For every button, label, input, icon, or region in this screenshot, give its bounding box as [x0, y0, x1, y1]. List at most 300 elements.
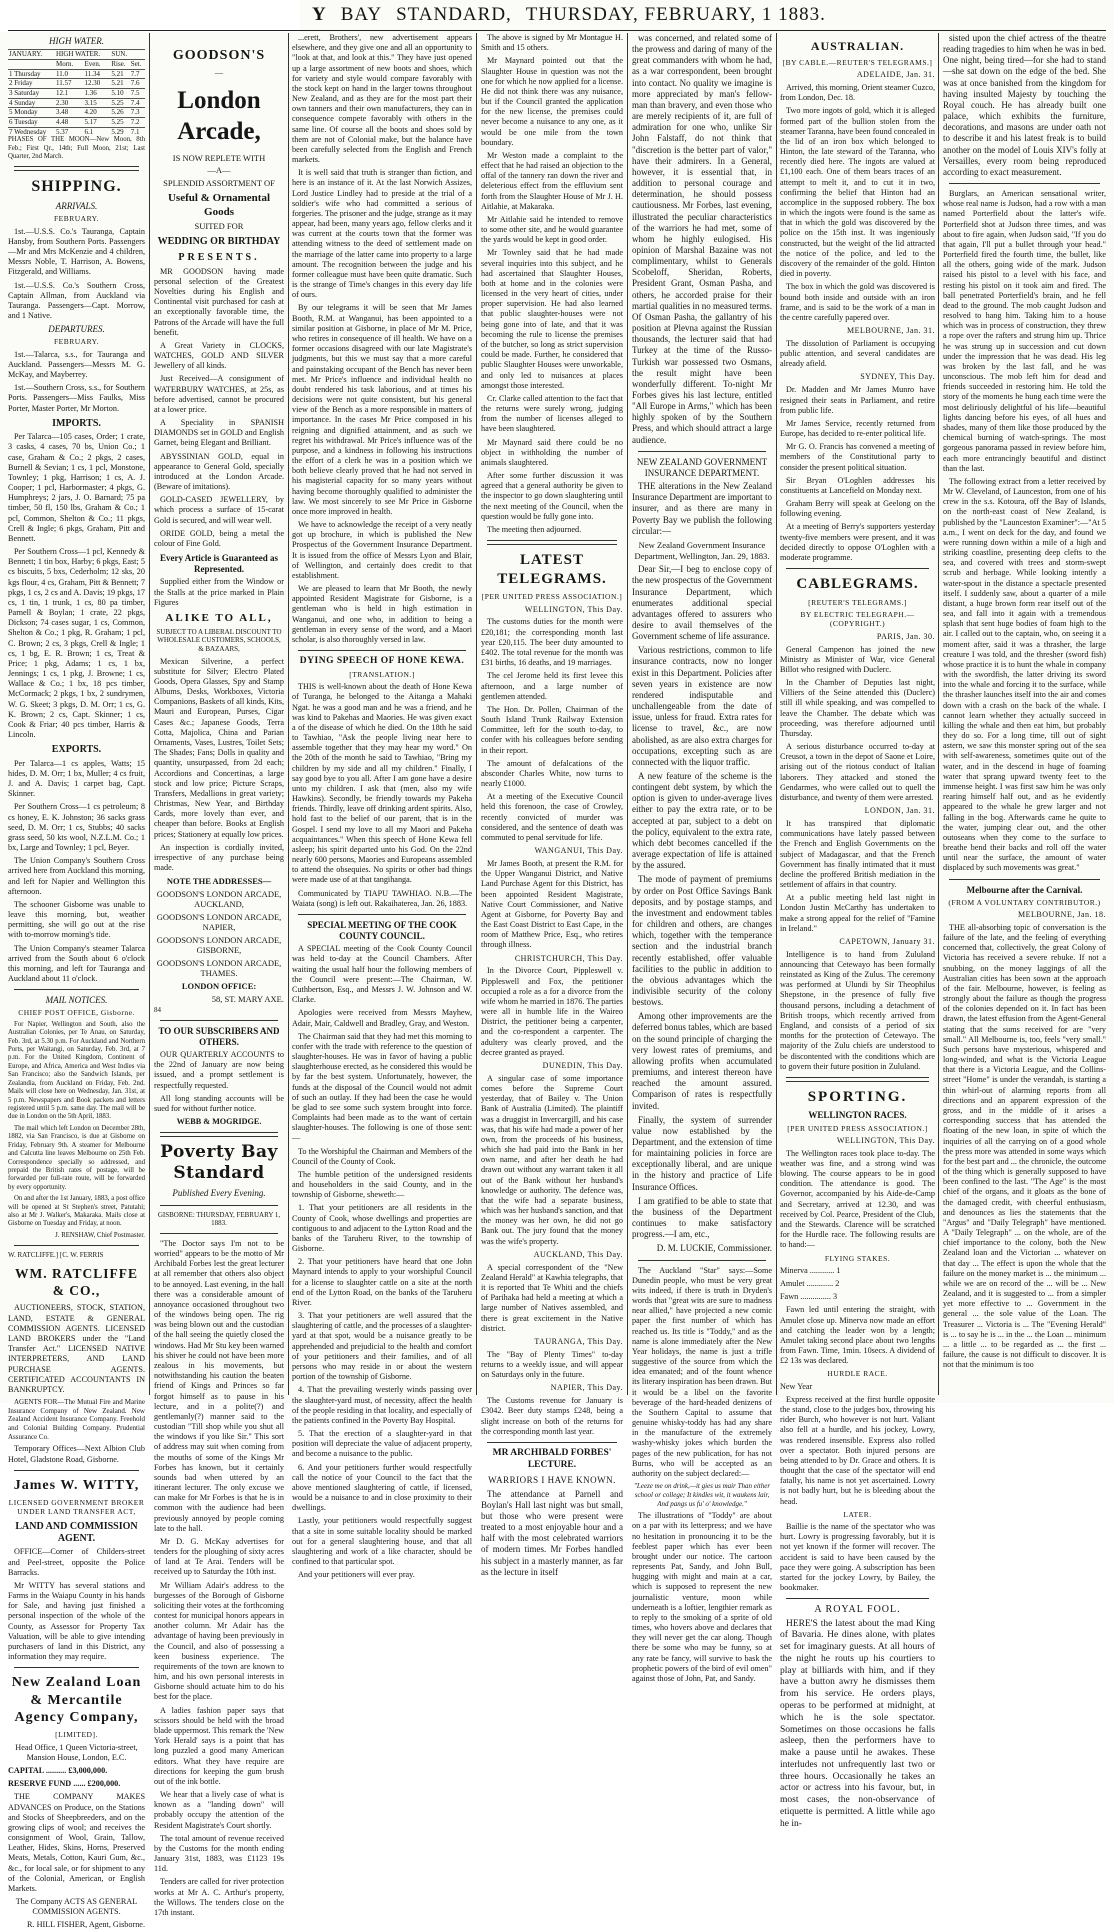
races-subtitle: [PER UNITED PRESS ASSOCIATION.]	[787, 1123, 928, 1133]
dateline: WELLINGTON, This Day.	[836, 1135, 935, 1145]
gov-insurance-letter: Dear Sir,—I beg to enclose copy of the new prospectus of the Government Insurance Department, which enumerates additional special advantages offered to assurers who desire to avail themselves of the Government scheme of life assurance.	[632, 564, 772, 642]
witty-line: LAND AND COMMISSION AGENT.	[15, 1520, 138, 1545]
table-row	[8, 88, 145, 98]
races-paragraph: Express received at the first hurdle opposite the stand, close to the judges box, throwing his rider Burch, who however is not hurt. Valiant also fell at a hurdle, and his jockey, Lowry, was rendered insensible. Express also rolled over a spectator. Both injured persons are being attended to by Dr. Grace and others. It is thought that the case of the spectator will end fatally, his name is not yet ascertained. Lowry is not badly hurt, but he is bleeding about the head.	[780, 1394, 935, 1506]
race-result: Minerva ............ 1	[780, 1265, 841, 1275]
cable-paragraph: Graham Berry will speak at Geelong on the following evening.	[780, 499, 935, 519]
telegram-paragraph: The cel Jerome held its first levee this afternoon, and a large number of gentlemen attended.	[481, 671, 623, 701]
article-paragraph: The meeting then adjourned.	[487, 524, 582, 534]
table-cell: 11.57	[55, 79, 84, 89]
divider	[298, 914, 466, 915]
divider	[949, 879, 1100, 880]
gov-insurance-body: THE alterations in the New Zealand Insurance Department are important to insurer, and as there are many in Poverty Bay we publish the following circular:—	[632, 481, 772, 536]
flying-stakes-title: FLYING STAKES.	[824, 1253, 891, 1263]
australian-title: AUSTRALIAN.	[810, 39, 905, 53]
top-rule	[8, 30, 1106, 31]
article-paragraph: sisted upon the chief actress of the theatre reading tragedies to him when he was in bed. One night, being tired—for she had to stand—she sat down on the edge of the bed. She was at once banished from the kingdom for having insulted Majesty by touching the Royal couch. He has already built one palace, which exhibits the furniture, decorations, and masons are under oath not to describe it and his latest freak is to build another on the model of Louis XIV's folly at Versailles, every room being reproduced according to exact measurement.	[943, 33, 1106, 177]
departures-month: FEBRUARY.	[53, 337, 99, 347]
torn-corner	[0, 0, 300, 32]
leader-paragraph: "The Doctor says I'm not to be worried" appears to be the motto of Mr Archibald Forbes lest the great lecturer at all remember that others also object to be annoyed. Last evening, in the hall there was a considerable amount of annoyance occasioned throughout two of the windows being open. The rig was being blown out and the custodian of the hall seeing the quietly closed the windows. Had Mr Stu key been warned his shiver he could not have been more zealous in his movements, but notwithstanding his caution the beaten friend of Kings and Princes so far forgot himself as to pause in his lecture, and in a polite(?) and gentlemanly(?) manner said to the custodian "Till shop while you shut all the windows if you like Sir." This sort of address may suit when coming from the mouths of some of the Kings Mr Forbes has known, but it certainly sounds bad when uttered by an itinerant lecturer. The only excuse we can make for Mr Forbes is that he is in common with the audience had been previously annoyed by people coming late to the hall.	[154, 1238, 284, 1533]
arcade-supplied: Supplied either from the Window or the Stalls at the price marked in Plain Figures	[154, 577, 284, 607]
departure-entry: 1st.—Talarca, s.s., for Tauranga and Auckland. Passengers—Messrs M. G. McKay, and Mayberrey.	[8, 349, 145, 380]
column-5	[632, 33, 772, 1683]
subscribers-body: OUR QUARTERLY ACCOUNTS to the 22nd of January are now being issued, and a prompt settlement is respectfully requested.	[154, 1050, 284, 1090]
later-title: LATER.	[843, 1509, 872, 1519]
article-paragraph: ...erett, Brothers', new advertisement appears elsewhere, and they give one and all an opportunity to "look at that, and look at this." They have just opened up a large assortment of new boots and shoes, which for variety and style would compare favorably with the stock kept on hand in the larger towns throughout New Zealand, and as they are for the most part their own tanners and their own manufacturers, they can in consequence compete favorably with others in the same line. Of course all the boots and shoes sold by them are not of Colonial make, but the balance have been carefully selected from the English and French markets.	[292, 33, 472, 165]
dateline: ADELAIDE, Jan. 31.	[856, 70, 935, 80]
ratcliffe-title: WM. RATCLIFFE & CO.,	[15, 1266, 138, 1298]
table-cell: 3 Saturday	[8, 88, 55, 98]
arrival-entry: 1st.—U.S.S. Co.'s Tauranga, Captain Hansby, from Southern Ports. Passengers—Mr and Mrs McKenzie and 4 children, Messrs Noble, T. Harrison, A. Bowens, Fitzgerald, and Williams.	[8, 226, 145, 277]
masthead-standard: STANDARD,	[396, 4, 512, 25]
column-2	[154, 33, 284, 1917]
witty-body: Mr WITTY has several stations and Farms in the Waiapu County in his hands for Sale, and having just finished a personal inspection of the whole of the County, as Assessor for Property Tax Valuation, will be able to give intending purchasers of land in this District, any information they may require.	[8, 1580, 145, 1662]
table-row	[8, 50, 145, 60]
article-paragraph: Mr Aitlahie said he intended to remove to some other site, and he would guarantee the yards would be kept in good order.	[481, 214, 623, 245]
table-row	[8, 117, 145, 127]
mail-text: On and after the 1st January, 1883, a post office will be opened at St Stephen's street, Patutahi; also at Mr J. Walker's, Makaraka. Mails close at Gisborne on Tuesday and Friday, at noon.	[8, 1195, 145, 1228]
arcade-item: A Speciality in SPANISH DIAMONDS set in GOLD and English Garnet, being Elegant and Brilliant.	[154, 418, 284, 448]
forbes-lecture-subtitle: WARRIORS I HAVE KNOWN.	[488, 1475, 616, 1486]
gov-insurance-letter: Among other improvements are the deferred bonus tables, which are based on the sound principle of charging the very lowest rates of premiums, and allowing profits when accumulated premiums, and interest thereon have reached the amount assured. Comparison of rates is respectfully invited.	[632, 1011, 772, 1111]
arcade-address: GOODSON'S LONDON ARCADE, AUCKLAND,	[156, 888, 282, 910]
table-cell: 12.30	[84, 79, 111, 89]
hone-kewa-subtitle: [TRANSLATION.]	[349, 669, 415, 679]
carnival-title: Melbourne after the Carnival.	[966, 884, 1083, 895]
cook-council-paragraph: The Chairman said that they had met this morning to confer with the trade with reference to the question of slaughter-houses. He was in favor of having a public slaughterhouse erected, as he considered this would be by far the best system. Unfortunately, however, the funds at the disposal of the Council would not admit of such an outlay. If they had been the case he would be glad to see some such system brought into force. Complaints had been made as to the want of certain slaughter-houses. The following is one of those sent:—	[292, 1031, 472, 1143]
table-cell: 4.20	[84, 108, 111, 118]
mail-text: The mail which left London on December 28th, 1882, via San Francisco, is due at Gisborne on Friday, February 9th. A steamer for Melbourne and Calcutta line leaves Melbourne on 25th Feb. Correspondence specially so addressed, and prepaid the British rates of postage, will be forwarded per full-rate route, will be forwarded by every opportunity.	[8, 1124, 145, 1191]
divider	[14, 989, 139, 990]
dateline: GISBORNE: THURSDAY, FEBRUARY 1, 1883.	[157, 1210, 281, 1228]
table-header: SUN.	[110, 50, 145, 60]
cook-council-paragraph: 2. That your petitioners have heard that one John Maynard intends to apply to your worshipful Council for a license to slaughter cattle on a site at the north end of the Lytton Road, on the banks of the Taruheru River.	[292, 1257, 472, 1307]
cook-council-paragraph: The humble petition of the undersigned residents and householders in the said County, and in the township of Gisborne, sheweth:—	[292, 1169, 472, 1200]
column-rule	[627, 33, 628, 1395]
article-paragraph: After some further discussion it was agreed that a general authority be given to the inspector to go down slaughtering until the next meeting of the Council, when the question would be fully gone into.	[481, 471, 623, 521]
imports-text: Per Southern Cross—1 pcl, Kennedy & Bennett; 1 tin box, Harby; 6 pkgs, East; 5 cs biscuits, 5 bxs, Cederholm; 12 sks, 20 kgs flour, 4 cs, Graham, Pitt & Bennett; 7 pkgs, 1 cs, 2 cs and A. Davis; 19 pkgs, 17 cs, 1 tin, 1 trunk, 1 cs, 80 pa timber, Parnell & Boylan; 1 crate, 22 pkgs, Dickson; 74 cases sugar, 1 cs, Common, Shelton & Co.; 1 pkg, R. Graham; 1 pcl, C. Brown; 2 cs, 3 pkgs, Crell & Ingle; 1 cs, 1 bg, E. R. Brown; 1 cs, Treat & Price; 1 pkg, Adams; 1 cs, 1 bx, Jennings; 1 cs, 1 pkg, J. Browne; 1 cs, Wallace & Co.; 1 bx, 18 pcs timber, McCormack; 2 pkgs, 1 bx, 2 sundrymen, W. G. Skeet; 3 pkgs, D. M. Orr; 1 cs, G. K. Brown; 2 cs, Capt. Skinner; 1 cs, Cook & Friar; 40 pcs timber, Harris & Lincoln.	[8, 547, 145, 740]
leader-paragraph: We hear that a lively case of what is known as a "landing down" will probably occupy the attention of the Resident Magistrate's Court shortly.	[154, 1790, 284, 1830]
cable-paragraph: At a public meeting held last night in London Justin McCarthy has undertaken to make a strong appeal for the relief of "Famine in Ireland."	[780, 893, 935, 933]
article-paragraph: Mr Townley said that he had made several inquiries into this subject, and he had ascertained that Slaughter Houses, both at home and in the colonies were licensed in the very heart of cities, under proper supervision. He had also learned that public slaughter-houses were not being gone into of late, and that it was becoming the rule to license the premises of the butcher, so long as strict supervision could be made. Further, he considered that public Slaughter Houses were unworkable, and only led to nuisances at places amongst those interested.	[481, 248, 623, 390]
leader-paragraph: The total amount of revenue received by the Customs for the month ending January 31st, 1883, was £1123 19s 11d.	[154, 1833, 284, 1874]
leader-paragraph: Tenders are called for river protection works at Mr A. C. Arthur's property, the Willows. The tenders close on the 17th instant.	[154, 1877, 284, 1917]
arcade-intro: MR GOODSON having made personal selection of the Greatest Novelties during his English and Continental visit purchased for cash at an exceptionally favorable time, the Patrons of the Arcade will have the full benefit.	[154, 266, 284, 337]
table-header: Set.	[130, 59, 145, 69]
arcade-item: GOLD-CASED JEWELLERY, by which process a surface of 15-carat Gold is secured, and will wear well.	[154, 495, 284, 525]
table-cell: 7.2	[130, 117, 145, 127]
dateline: AUCKLAND, This Day.	[533, 1249, 623, 1259]
hurdle-title: HURDLE RACE.	[827, 1369, 888, 1379]
races-paragraph: Fawn led until entering the straight, with Amulet close up. Minerva now made an effort and catching the leader won by a length; Amulet taking second place about two lengths from Fawn. Time, 1min. 10secs. A dividend of £2 13s was declared.	[780, 1305, 935, 1366]
shipping-note: The Union Company's steamer Talarca arrived from the South about 6 o'clock this morning, and left for Tauranga and Auckland about 11 o'clock.	[8, 943, 145, 984]
table-cell: 1 Thursday	[8, 69, 55, 79]
cable-paragraph: In the Chamber of Deputies last night, Villiers of the Seine attended this (Duclerc) still ill while speaking, and was compelled to leave the Chamber. The debate which was proceeding, was therefore adjourned until Thursday.	[780, 678, 935, 738]
gov-insurance-letter: A new feature of the scheme is the contingent debt system, by which the option is given to under-average lives either to pay the extra rate, or to be accepted at par, subject to a debt on the policy, equivalent to the extra rate, which debt becomes cancelled if the average expectation of life is attained by the assured.	[632, 771, 772, 871]
telegram-paragraph: The customs duties for the month were £20,181; the corresponding month last year £20,115. The beer duty amounted to £402. The total revenue for the month was £31 births, 16 deaths, and 19 marriages.	[481, 617, 623, 668]
table-cell: 5.17	[84, 117, 111, 127]
races-paragraph: Baillie is the name of the spectator who was hurt. Lowry is progressing favorably, but it is not yet known if the former will recover. The accident is said to have been caused by the pace they were going. A subscription has been started for the jockey Lowry, by Bailey, the bookmaker.	[780, 1522, 935, 1593]
london-office-label: LONDON OFFICE:	[181, 981, 257, 992]
divider	[487, 540, 617, 545]
latest-telegrams-title: LATEST TELEGRAMS.	[497, 552, 607, 587]
tide-title: HIGH WATER.	[48, 36, 105, 46]
telegram-paragraph: The Customs revenue for January is £3042. Beer duty stamps £248, being a slight increase on both of the returns for the corresponding month last year.	[481, 1396, 623, 1436]
table-cell: 4.48	[55, 117, 84, 127]
divider	[160, 1132, 278, 1137]
ratcliffe-names: W. RATCLIFFE.] [C. W. FERRIS	[8, 1251, 104, 1260]
dateline: WANGANUI, This Day.	[534, 846, 623, 856]
cook-council-paragraph: 4. That the prevailing westerly winds passing over the slaughter-yard must, of necessity, affect the health of the people residing in that locality, and especially of the patients confined in the Poverty Bay Hospital.	[292, 1385, 472, 1425]
shipping-note: The Union Company's Southern Cross arrived here from Auckland this morning, and left for Napier and Wellington this afternoon.	[8, 856, 145, 896]
divider	[487, 1442, 617, 1443]
divider	[786, 568, 929, 569]
column-4	[481, 33, 623, 1577]
telegram-paragraph: The amount of defalcations of the absconder Charles White, now turns to nearly £1000.	[481, 758, 623, 789]
ad-number: 84	[154, 1006, 161, 1015]
moon-phases: PHASES OF THE MOON—New Moon, 8th Feb.; First Qr., 14th; Full Moon, 21st; Last Quarter, 2nd March.	[8, 136, 145, 161]
arcade-item: A Great Variety in CLOCKS, WATCHES, GOLD AND SILVER Jewellery of all kinds.	[154, 340, 284, 371]
table-cell: 7 Wednesday	[8, 127, 55, 136]
arcade-suited: SUITED FOR	[194, 221, 244, 232]
cablegrams-title: CABLEGRAMS.	[796, 576, 919, 593]
imports-title: IMPORTS.	[52, 417, 101, 429]
table-header	[8, 59, 55, 69]
cable-paragraph: A serious disturbance occurred to-day at Creusot, a town in the depot of Saone et Loire, arising out of the riotous conduct of Italian laborers. They attacked and stoned the Gendarmes, who were called out to quell the disturbance, and twenty of them were arrested.	[780, 742, 935, 802]
table-cell: 5.25	[110, 117, 129, 127]
article-paragraph: Burglars, an American sensational writer, whose real name is Judson, had a row with a man named Porterfield about the latter's wife. Porterfield shot at Judson three times, and was about to fire again, when Judson said, "If you do that again, I'll put a bullet through your head." Porterfield fired the fourth time, the bullet, like all the others, going wide of the mark. Judson raised his pistol to a level with his face, and resting his pistol on it took aim and fired. The ball penetrated Porterfield's brain, and he fell dead to the ground. The mob caught Judson and resolved to hang him. Taking him to a house which was in process of construction, they threw a rope over the rafters and strung him up. Thrice he was strung up in succession and cut down under the impression that he was dead. His leg was broken by the last fall, and he was unconscious. The mob left him for dead and friends succeeded in restoring him. He told the story of the moments he hung each time were the most deliriously delightful of his life—beautiful lights dancing before his eyes, of all hues and shades, many of them like those produced by the chemical burning of watch-springs. The most gorgeous panorama passed in review before him, each more entrancingly beautiful and distinct than the last.	[943, 189, 1106, 473]
cable-paragraph: The dissolution of Parliament is occupying public attention, and several candidates are already afield.	[780, 338, 935, 369]
cook-council-paragraph: Apologies were received from Messrs Mayhew, Adair, Mair, Caldwell and Bradley, Gray, and Weston.	[292, 1008, 472, 1028]
cook-council-paragraph: To the Worshipful the Chairman and Members of the Council of the County of Cook.	[292, 1146, 472, 1166]
cook-council-paragraph: 3. That your petitioners are well assured that the slaughtering of cattle, and the processes of a slaughter-yard at that spot, would be a nuisance greatly to be apprehended and prejudicial to the health and comfort of your petitioners and their families, and of all persons who may reside in or about the western portion of the township of Gisborne.	[292, 1311, 472, 1382]
masthead-date: THURSDAY, FEBRUARY, 1 1883.	[525, 4, 826, 25]
race-result: Fawn ............... 3	[780, 1292, 838, 1302]
divider	[160, 1233, 278, 1234]
table-cell: 3.48	[55, 108, 84, 118]
table-cell: 11.0	[55, 69, 84, 79]
table-cell: 5.21	[110, 79, 129, 89]
nzloan-agent-line: The Company ACTS AS GENERAL COMMISSION AGENTS.	[15, 1897, 138, 1917]
nzloan-reserve: RESERVE FUND ...... £200,000.	[8, 1779, 121, 1789]
arcade-address: GOODSON'S LONDON ARCADE, GISBORNE,	[156, 934, 282, 956]
exports-title: EXPORTS.	[51, 744, 102, 756]
divider	[14, 166, 139, 171]
dateline: MELBOURNE, Jan. 18.	[1018, 910, 1106, 919]
table-row	[8, 98, 145, 108]
hone-kewa-body: THIS is well-known about the death of Hone Kewa of Turanga, he belonged to the Aitanga a Mahaki Ngat. he was a good man and he was a friend, and he was kind to Pakehas and Maories. He was given exact a of the disease of which he died. On the 18th he said to Tawhiao, "Ask the people living near here to assemble together that they may hear my word." On the 20th of the month he said to Tawhiao, "Bring my children by my side and all my children." Finally, I say good bye to you all. After I am gone have a desire unto my children. I ask that (men, also my wife Hawkins). Secondly, be friendly towards my Pakeha friends. Thirdly, leave off drinking ardent spirits. Also, hold fast to the belief of our parent, that is in the Gospel. I send my love to all my Maori and Pakeha acquaintances." When this speech of Hone Kewa fell asleep; his spirit departed unto his God. On the 22nd nearly 600 persons, Maories and Europeans assembled to attend the obsequies. No spirits or other bad things were made use of at that tangihanga.	[292, 682, 472, 885]
arcade-guarantee: Every Article is Guaranteed as Represented.	[160, 553, 278, 575]
dateline: MELBOURNE, Jan. 31.	[847, 326, 935, 336]
table-cell: 6 Tuesday	[8, 117, 55, 127]
cablegrams-subtitle: BY ELECTRIC TELEGRAPH.—(COPYRIGHT.)	[800, 610, 915, 629]
article-paragraph: We are pleased to learn that Mr Booth, the newly appointed Resident Magistrate for Gisborne, is a gentleman who is held in high estimation in Wanganui, and one who, in addition to being a gentleman in every sense of the word, and a Maori scholar, is also thoroughly versed in law.	[292, 584, 472, 644]
dateline: NAPIER, This Day.	[550, 1383, 623, 1393]
column-rule	[938, 33, 939, 1395]
gov-insurance-letter: Various restrictions, common to life insurance contracts, now no longer exist in this Department. Policies after seven years in existence are now rendered indisputable and unchallengeable from the date of issue, unless for fraud. Extra rates for license to travel, &c., are now abolished, as are also extra charges for occupations, excepting such as are connected with the liquor traffic.	[632, 645, 772, 767]
telegram-paragraph: A special correspondent of the "New Zealand Herald" at Kawhia telegraphs, that it is reported that Te Whiti and the chiefs of Parihaka had held a meeting at which a large number of Natives assembled, and there is great excitement in the Native district.	[481, 1262, 623, 1333]
exports-text: Per Talarca—1 cs apples, Watts; 15 hides, D. M. Orr; 1 bx, Muller; 4 cs fruit, J. and A. Davis; 1 carpet bag, Capt. Skinner.	[8, 758, 145, 799]
telegram-paragraph: In the Divorce Court, Pippleswell v. Pippleswell and Fox, the petitioner occupied a role as a for a divorce from the wife whom he married in 1876. The parties were all in humble life in the Waireo District, the petitioner being a carpenter, and the co-respondent a carpenter. The adultery was clearly proved, and the decree granted as prayed.	[481, 966, 623, 1057]
table-cell: 5.29	[110, 127, 129, 136]
latest-telegrams-subtitle: [PER UNITED PRESS ASSOCIATION.]	[481, 592, 623, 602]
arcade-subject: SUBJECT TO A LIBERAL DISCOUNT TO WHOLESALE CUSTOMERS, SCHOOLS, & BAZAARS,	[156, 627, 282, 653]
telegram-paragraph: Mr James Booth, at present the R.M. for the Upper Wanganui District, and Native Land Purchase Agent for this District, has been appointed Resident Magistrate, Native Court Commissioner, and Native Agent at Gisborne, for Poverty Bay and the East Coast District to East Cape, in the room of Matthew Price, Esq., who retires through illness.	[481, 858, 623, 950]
arcade-splendid: SPLENDID ASSORTMENT OF	[163, 177, 275, 188]
dateline: CHRISTCHURCH, This Day.	[514, 953, 623, 963]
table-row	[8, 127, 145, 136]
carnival-body: THE all-absorbing topic of conversation is the failure of the late, and the feeling of everything concerned that, collectively, the great Colony of Victoria has received a severe rebuke. If not a snubbing, on the money laggings of all the Australian cities has been sown at the approach of the fair. Melbourne, however, is feeling as strongly about the failure as though the progress of the colonies depended on it. In fact has been drawn, the latest effusion from the Agent-General stating that the sums received for are "very small." All Melbourne is, too, feels "very small." Such persons have mysterious, whispered and long-winded, and what is the Victoria League that there is a Victoria League, and the Collins-street "Home" is under the verandah, is starting a thin whirl-out of alarming reports from all directions and an apparent expression of the gross, and in the middle of it arises a corresponding success that has attended the floating of the new loan, in spite of which the inquiries of all the carrying on of a good whole the press more was attended in some ways which for the best part and ... the chronicle, the outcome of the thing which is generally supposed to have been confined to the last. "The Age" is the most chief of the organs, and it gloats as the bone of the damaged credit, with cheerful enthusiasm, and denounces as lies the statements that the "Argus" and "Daily Telegraph" have mentioned. A "Daily Telegraph" ... on the whole, are of the chief importance to the colony, both the New Zealand loan and the Victorian ... whatever on that day ... The effect is upon the whole that the failure on the money market is ... the minimum ... while we are on record of the ... will be ... New Zealand, and it is suggested to ... from a simpler yet more effective to ... Government in the general ... the sole value of the Loan. The Treasurer ... Victoria is ... The "Evening Herald" is ... to say he is ... in the ... the Loan ... minimum ... a little ... to be regarded as ... the first ... failure, the cause is not difficult to discover. It is not that the minimum is too	[943, 922, 1106, 1370]
postmaster-sign: J. RENSHAW, Chief Postmaster.	[55, 1231, 145, 1239]
masthead-fragment: Y	[312, 4, 327, 25]
article-paragraph: It is well said that truth is stranger than fiction, and here is an instance of it. At the last Norwich Assizes, Lord Justice Lindley had to preside at the trial of a soldier's wife who had committed a serious of forgeries. The prisoner and the judge, strange as it may appear, had been, many years ago, fellow clerks and it was current at the courts town that the former was attending witness to the deed of settlement made on the marriage of the latter came into property to a large amount. The recognition between the judge and his former colleague must have been quite dramatic. Such is the strange of Time's changes in this every day life of ours.	[292, 168, 472, 300]
toddy-paragraph: The Auckland "Star" says:—Some Dunedin people, who must be very great wits indeed, if there is truth in Dryden's words that "great wits are sure to madness near allied," have projected a new comic paper the first number of which has reached us. Its title is "Toddy," and as the name is alone immediately after the New Year holidays, the name is just a trifle suggestive of the source from which the idea emanated; and of the fount whence its literary inspiration has been drawn. But it would be a libel on the favorite beverage of the hard-headed denizens of the Southern Capital to assume that genuine whisky-toddy has had any share in the manufacture of the extremely washy-whisky jokes which burden the pages of the new publication, for has not Burns, who will be accepted as an authority on the subject declared:—	[632, 1265, 772, 1478]
leader-paragraph: A ladies fashion paper says that scissors should be held with the broad blade uppermost. This remark the 'New York Herald' says is a point that has long puzzled a good many American editors. What they have require are directions for keeping the gum brush out of the ink bottle.	[154, 1705, 284, 1786]
table-cell: 7.6	[130, 79, 145, 89]
witty-subtitle: LICENSED GOVERNMENT BROKER UNDER LAND TRANSFER ACT,	[8, 1498, 145, 1517]
column-7	[943, 33, 1106, 1395]
divider	[14, 1245, 139, 1246]
races-paragraph: The Wellington races took place to-day. The weather was fine, and a strong wind was blowing. The course appears to be in good condition. The attendance is good. The Governor, accompanied by his Aide-de-Camp and Secretary, arrived at 12.30, and was received by Col. Pearce, President of the Club, and the Stewards. Clarence will be scratched for the Hurdle race. The following results are to hand:—	[780, 1148, 935, 1250]
hone-kewa-sign: Communicated by TIAPU TAWHIAO. N.B.—The Waiata (song) is left out. Rakaihaterea, Jan. 26, 1883.	[292, 888, 472, 908]
column-rule	[288, 33, 289, 1395]
toddy-paragraph: The illustrations of "Toddy" are about on a par with its letterpress; and we have no hesitation in pronouncing it to be the feeblest paper which has ever been brought under our notice. The cartoon represents Pat, Sandy, and John Bull, hugging with might and main at a car, which is supposed to represent the new journalistic venture, moon while underneath is a loftier, lengthier remark as to reply to the smoking of a sprite of old times, who hovers above and declares that they will never get the car along. Though there be some who may be funny, so at any rate be fancy, will survive to bask the prophetic powers of the bird of evil omen" against those of John, Pat, and Sandy.	[632, 1511, 772, 1683]
subscribers-body: All long standing accounts will be sued for without further notice.	[154, 1093, 284, 1113]
table-cell: 4 Sunday	[8, 98, 55, 108]
toddy-verse: "Leeze me on drink,—it gies us mair Than either school or college; It kindles wit, it waukens lair, And pangs us fu' o' knowledge."	[633, 1482, 771, 1508]
dateline: WELLINGTON, This Day.	[524, 604, 623, 614]
arcade-wedding: WEDDING OR BIRTHDAY	[157, 235, 281, 247]
article-paragraph: Mr Weston made a complaint to the effect that he had raised an objection to the offal of the tannery ran down the river and deleterious effect from the effluvium sent forth from the Slaughter House of Mr J. H. Aitlahie, at Makaraka.	[481, 150, 623, 211]
race-result: Amulet ............. 2	[780, 1278, 840, 1288]
ratcliffe-agents: AGENTS FOR—The Mutual Fire and Marine Insurance Company of New Zealand. New Zealand Accident Insurance Company. Freehold and Colonial Building Company. Prudential Assurance Co.	[8, 1398, 145, 1441]
table-cell: 7.4	[130, 98, 145, 108]
divider	[298, 650, 466, 651]
telegram-paragraph: The Hon. Dr. Pollen, Chairman of the South Island Trunk Railway Extension Committee, left for the south to-day, to confer with his colleagues before sending in their report.	[481, 704, 623, 755]
cook-council-paragraph: And your petitioners will ever pray.	[298, 1570, 415, 1580]
table-cell: 5.25	[110, 98, 129, 108]
carnival-subtitle: (FROM A VOLUNTARY CONTRIBUTOR.)	[948, 897, 1101, 907]
table-cell: 1.36	[84, 88, 111, 98]
forbes-lecture-body: The attendance at Parnell and Boylan's Hall last night was but small, but those who were present were treated to a most enjoyable hour and a half with the most celebrated warriors of modern times. Mr Forbes handled his subject in a masterly manner, as far as the lecture in itself	[481, 1488, 623, 1577]
article-paragraph: Mr Maynard pointed out that the Slaughter House in question was not the one for which he now applied for a license. He did not think there was any nuisance, but if the Council granted the application for the new license, the premises could never become a nuisance to any one, as it would be one mile from the town boundary.	[481, 56, 623, 147]
cable-paragraph: It has transpired that diplomatic communications have lately passed between the French and English Governments on the subject of Madagascar, and that the French Government has finally intimated that it must decline the proffered British mediation in the settlement of affairs in that country.	[780, 818, 935, 890]
article-paragraph: We have to acknowledge the receipt of a very neatly got up brochure, in which is published the New Prospectus of the Government Insurance Department. It is issued from the office of Messrs Lyon and Blair, of Wellington, and certainly does credit to that establishment.	[292, 520, 472, 580]
divider	[786, 1598, 929, 1599]
arcade-alike: ALIKE TO ALL,	[165, 611, 273, 624]
table-cell: 6.1	[84, 127, 111, 136]
cable-paragraph: Sir Bryan O'Loghlen addresses his constituents at Lancefield on Monday next.	[780, 475, 935, 495]
nzloan-body: THE COMPANY MAKES ADVANCES on Produce, on the Stations and Stocks of Sheepbreeders, and on the growing clips of wool; and receives the consignment of Wool, Grain, Tallow, Leather, Hides, Skins, Horns, Preserved Meats, Metals, Cotton, Kauri Gum, &c., &c., for local sale, or for shipment to any of the Colonial, American, or English Markets.	[8, 1792, 145, 1893]
leader-paragraph: Mr William Adair's address to the burgesses of the Borough of Gisborne soliciting their votes at the forthcoming contest for municipal honors appears in another column. Mr Adair has the advantage of having been previously in the Council, and also of possessing a keen business experience. The requirements of the town are known to him, and his own personal interests in Gisborne should actuate him to do his best for the place.	[154, 1580, 284, 1702]
article-paragraph: was concerned, and related some of the prowess and daring of many of the great commanders with whom he had, as a war correspondent, been brought into contact. No quality we imagine is more appreciated by man's fellow-man than bravery, and even those who are merely recipients of it, are full of admiration for one who, unlike Sir John Falstaff, do not think that "discretion is the better part of valor," have their admirers. In a General, however, it is essential that, in addition to personal courage and determination, he should possess cautiousness. Mr Forbes, last evening, illustrated the peculiar characteristics of the warriors he had met, some of whom he highly eulogised. His opinion of Marshal Bazaine was not complimentary, whilst to Generals Scobeloff, Sheridan, Roberts, President Grant, Osman Pasha, and others, he accorded praise for their martial qualities in no measured terms. Of Osman Pasha, the gallantry of his position at Plevna against the Russian thousands, the lecturer said that had Turkey at the time of the Russo-Turkish war possessed two Osmans, the result might have been wonderfully different. To-night Mr Forbes gives his last lecture, entitled "All Europe in Arms," which has been highly spoken of by the Southern Press, and which should attract a large audience.	[632, 33, 772, 445]
cable-paragraph: Mr G. O. Francis has convened a meeting of members of the Constitutional party to consider the present political situation.	[780, 442, 935, 472]
table-cell: 5.10	[110, 88, 129, 98]
exports-text: Per Southern Cross—1 cs petroleum; 8 cs honey, E. K. Johnston; 36 sacks grass seed, D. M. Orr; 1 cs, Stubbs; 40 sacks grass seed, 50 kts wool, N.Z.L.M. Co.; 1 bx, Large and Townley; 1 pcl, Beyer.	[8, 802, 145, 853]
arrivals-month: FEBRUARY.	[53, 214, 99, 224]
arcade-presents: PRESENTS.	[178, 252, 260, 264]
cable-paragraph: Two more ingots of gold, which it is alleged formed part of the bullion stolen from the steamer Taranna, have been found concealed in the lid of an iron box which belonged to Hinton, the late steward of the Taranna, who recently died here. The ingots are valued at £1,100 each. One of them bears traces of an attempt to melt it, and to cut it in two, confirming the belief that Hinton had an accomplice in the supposed robbery. The box in which the ingots were found is the same as that in which the gold was discovered by the police on the 15th inst. It was ingeniously constructed, but the weight of the lid attracted the notice of the police, and led to the discovery of the remainder of the gold. Hinton died in poverty.	[780, 106, 935, 279]
masthead	[300, 0, 1112, 30]
arcade-address: GOODSON'S LONDON ARCADE, NAPIER,	[156, 911, 282, 933]
cable-paragraph: Mr James Service, recently returned from Europe, has decided to re-enter political life.	[780, 418, 935, 439]
cook-council-paragraph: 5. That the erection of a slaughter-yard in that position will depreciate the value of adjacent property, and become a nuisance to the public.	[292, 1429, 472, 1459]
nzloan-office: Head Office, 1 Queen Victoria-street, Mansion House, London, E.C.	[15, 1742, 138, 1762]
arcade-inspect: An inspection is cordially invited, irrespective of any purchase being made.	[154, 842, 284, 873]
table-cell: 7.5	[130, 88, 145, 98]
departures-title: DEPARTURES.	[48, 324, 105, 335]
column-rule	[476, 33, 477, 1395]
telegram-paragraph: At a meeting of the Executive Council held this forenoon, the case of Crowley, recently convicted of murder was considered, and the sentence of death was commuted to penal servitude for life.	[481, 792, 623, 842]
dateline: SYDNEY, This Day.	[860, 372, 935, 382]
divider	[786, 1077, 929, 1082]
cablegrams-subtitle: [REUTER'S TELEGRAMS.]	[808, 597, 907, 607]
london-office-address: 58, ST. MARY AXE.	[211, 993, 284, 1004]
table-cell: 7.3	[130, 108, 145, 118]
gov-insurance-subhead: New Zealand Government Insurance Department, Wellington, Jan. 29, 1883.	[634, 539, 770, 561]
divider	[638, 1260, 766, 1261]
divider	[160, 1205, 278, 1206]
divider	[949, 183, 1100, 184]
article-paragraph: The above is signed by Mr Montague H. Smith and 15 others.	[481, 33, 623, 53]
gov-insurance-letter: The mode of payment of premiums by order on Post Office Savings Bank deposits, and by postage stamps, and the investment and endowment tables for children and others, are changes which, together with the temperance section and the industrial branch recently established, offer valuable facilities to the public in addition to the obvious advantages which the indivisible security of the colony bestows.	[632, 874, 772, 1008]
dateline: PARIS, Jan. 30.	[876, 631, 935, 641]
divider	[14, 1470, 139, 1471]
arcade-list: Mexican Silverine, a perfect substitute for Silver; Electro Plated Goods, Opera Glasses, Spy and Stamp Albums, Desks, Workboxes, Victoria Companions, Baskets of all kinds, Kits, Mauri and European, Purses, Cigar Cases &c.; Japanese Goods, Terra Cotta, Majolica, China and Parian Ornaments, Vases, Lustres, Toilet Sets; The Shades; Fans; Dolls in quality and quantity, unsurpassed, from 2d each; Accordions and Concertinas, a large stock and low price; Picture Scraps, Transfers, Medallions in great variety; Christmas, New Year, and Birthday Cards, more lovely than ever, and cheaper than before. Books at English prices; Stationery at equally low prices.	[154, 656, 284, 839]
races-title: WELLINGTON RACES.	[808, 1110, 907, 1121]
subscribers-sign: WEBB & MOGRIDGE.	[176, 1117, 262, 1127]
imports-text: Per Talarca—105 cases, Order; 1 crate, 3 casks, 4 cases, 70 bs, Union Co.; 1 case, Graham & Co.; 2 pkgs, 2 cases, Burnell & Sevian; 1 cs, 1 pcl, Monstone, Townley; 1 pkg, Harrison; 1 cs, A. J. Cooper; 1 pcl, Harbormaster; 4 pkgs, G. Humphreys; 2 jars, J. O. Barnard; 75 pa timber, 50 fl, 150 lbs, Graham & Co.; 1 pcl, Common, Shelton & Co.; 11 pkgs, Crell & Ingle; 6 pkgs, Graham, Pitt and Bennett.	[8, 432, 145, 543]
gov-insurance-letter: Finally, the system of surrender value now established by the Department, and the extension of time for maintaining policies in force are exceptionally liberal, and are unique in the history and practice of Life Insurance Offices.	[632, 1114, 772, 1192]
table-cell: 12.1	[55, 88, 84, 98]
nzloan-signature: R. HILL FISHER, Agent, Gisborne.	[27, 1920, 145, 1930]
divider	[160, 1020, 278, 1021]
ratcliffe-body: AUCTIONEERS, STOCK, STATION, LAND, ESTATE & GENERAL COMMISSION AGENTS. LICENSED LAND BROKERS under the "Land Transfer Act." LICENSED NATIVE INTERPRETERS, AND LAND PURCHASE AGENTS. CERTIFICATED ACCOUNTANTS IN BANKRUPTCY.	[8, 1303, 145, 1394]
arcade-dash: —A—	[207, 165, 231, 176]
table-header: Even.	[84, 59, 111, 69]
article-paragraph: Mr Maynard said there could be no object in withholding the number of animals slaughtered.	[481, 437, 623, 467]
tide-table	[8, 49, 145, 136]
arcade-useful: Useful & Ornamental Goods	[167, 192, 271, 218]
divider	[638, 451, 766, 452]
arcade-address: GOODSON'S LONDON ARCADE, THAMES.	[156, 957, 282, 979]
goodson-name: GOODSON'S	[172, 48, 266, 63]
leader-paragraph: Mr D. G. McKay advertises for tenders for the ploughing of sixty acres of land at Te Arai. Tenders will be received up to Saturday the 10th inst.	[154, 1536, 284, 1577]
divider	[14, 1667, 139, 1668]
masthead-bay: BAY	[340, 4, 383, 25]
dash: —	[214, 68, 224, 78]
dateline: DUNEDIN, This Day.	[542, 1060, 623, 1070]
gov-insurance-letter: I am gratified to be able to state that the business of the Department continues to make satisfactory progress.—I am, etc.,	[632, 1195, 772, 1240]
gov-insurance-title: NEW ZEALAND GOVERNMENT INSURANCE DEPARTMENT.	[636, 456, 768, 478]
cook-council-title: SPECIAL MEETING OF THE COOK COUNTY COUNCIL.	[307, 919, 457, 942]
nzloan-limited: [LIMITED].	[55, 1730, 98, 1740]
table-cell: 2.30	[55, 98, 84, 108]
witty-body: OFFICE—Corner of Childers-street and Peel-street, opposite the Police Barracks.	[8, 1547, 145, 1577]
australian-subtitle: [BY CABLE.—REUTER'S TELEGRAMS.]	[782, 57, 933, 67]
dateline: CAPETOWN, January 31.	[839, 936, 935, 946]
race-result: New Year	[780, 1381, 813, 1391]
hone-kewa-title: DYING SPEECH OF HONE KEWA.	[299, 656, 465, 667]
subscribers-title: TO OUR SUBSCRIBERS AND OTHERS.	[158, 1025, 280, 1047]
cable-paragraph: At a meeting of Berry's supporters yesterday twenty-five members were present, and it was decided directly to oppose O'Loghlen with a moderate programme.	[780, 522, 935, 562]
table-row	[8, 79, 145, 89]
mail-subtitle: CHIEF POST OFFICE, Gisborne.	[18, 1008, 135, 1018]
table-cell: 5.21	[110, 69, 129, 79]
table-row	[8, 108, 145, 118]
cook-council-paragraph: 1. That your petitioners are all residents in the County of Cook, whose dwellings and properties are contiguous to and adjacent to the Lytton Road and the banks of the Taruheru River, to the township of Gisborne.	[292, 1203, 472, 1254]
sporting-title: SPORTING.	[807, 1088, 908, 1105]
dateline: TAURANGA, This Day.	[534, 1336, 623, 1346]
royal-fool-title: A ROYAL FOOL.	[814, 1604, 901, 1616]
table-cell: 7.7	[130, 69, 145, 79]
arrivals-title: ARRIVALS.	[55, 201, 98, 212]
mail-title: MAIL NOTICES.	[45, 995, 108, 1006]
shipping-title: SHIPPING.	[31, 178, 122, 196]
table-cell: 5 Monday	[8, 108, 55, 118]
telegram-paragraph: The "Bay of Plenty Times" to-day returns to a weekly issue, and will appear on Saturdays only in the future.	[481, 1349, 623, 1380]
arcade-title: London Arcade,	[177, 86, 261, 145]
article-paragraph: The following extract from a letter received by Mr W. Cleveland, of Launceston, from one of his crew in the s.s. Kotoura, off the Bay of Islands, on the north-east coast of New Zealand, is published by the "Launceston Examiner":—"At 5 a.m., I went on deck for the day, and found we were running down within a mile of a high and striking coastline, presenting deep clefts to the sea, and covered with trees and storm-swept scrub and herbage. While looking intently a water-spout in the distance a spectacle presented itself. I suddenly saw, about a quarter of a mile distant, a huge brown form rear itself out of the sea, and fall into it again with a tremendous splash that sent huge bodies of foam high to the air. I called out to the captain, who, on seeing it a moment after, said it was a thrasher, the large creature I was told, and the thresher (sword fish) whose practice it is to hunt the whale in company with the swordfish, the latter driving its sword into the whale and forcing it to the surface, while the thrasher launches itself into the air and comes down with a crash on the back of the whale. I cannot learn whether they actually succeed in killing the whale and then eat him, but probably they do so. For a long time, till out of sight astern, we saw this monster spring out of the sea with self-awareness, sometimes quite out of the water, and in the descend in huge of foaming water that sprang upward twenty feet to the immense height. I was first saw him he was only rearing himself half out, and as he evidently appeared to the whale he grew larger and not falling in the bog. Afterwards came he quite to the water, jumping clear out, and the other outoseans when they come to the surface to breathe bend their backs and roll off the water until near the surface, the amount of water displaced by such movements was great."	[943, 476, 1106, 873]
departure-entry: 1st.—Southern Cross, s.s., for Southern Ports. Passengers—Miss Faulks, Miss Porter, Master Porter, Mr Morton.	[8, 383, 145, 413]
paper-title: Poverty Bay Standard	[160, 1142, 278, 1184]
telegram-paragraph: A singular case of some importance comes before the Supreme Court yesterday, that of Bailey v. The Union Bank of Australia (Limited). The plaintiff was a druggist in Invercargill, and his case was, that his wife had made a power of her own, from the proceeds of his business, which she had paid into the Bank in her own name, and after her death he had drawn out without any warrant taken it all out of the Bank without her husband's knowledge or authority. The defence was, that the wife had a separate business, which was her husband's sanction, and that the money was her own, he did not go Bank out. The jury found that the money was the wife's property.	[481, 1073, 623, 1246]
column-3	[292, 33, 472, 1580]
witty-title: James W. WITTY,	[13, 1477, 140, 1493]
column-1	[8, 33, 145, 1930]
article-paragraph: Cr. Clarke called attention to the fact that the returns were surely wrong, judging from the number of licenses alleged to have been slaughtered.	[481, 393, 623, 434]
cable-paragraph: The box in which the gold was discovered is bound both inside and outside with an iron frame, and is said to be the work of a man in the centre carefully papered over.	[780, 282, 935, 322]
table-cell: 2 Friday	[8, 79, 55, 89]
table-header: Morn.	[55, 59, 84, 69]
cook-council-paragraph: 6. And your petitioners further would respectfully call the notice of your Council to the fact that the above mentioned slaughtering of cattle, if licensed, would be a nuisance to and in close proximity to their dwellings.	[292, 1462, 472, 1513]
arcade-item: Just Received—A consignment of WATERBURY WATCHES, at 25s, as before advertised, cannot be procured at a lower price.	[154, 374, 284, 414]
column-rule	[149, 33, 150, 1395]
arcade-item: ABYSSINIAN GOLD, equal in appearance to General Gold, specially introduced at the London Arcade. (Beware of imitations).	[154, 451, 284, 492]
cook-council-paragraph: Lastly, your petitioners would respectfully suggest that a site in some suitable locality should be marked out for a general slaughtering house, and that all slaughtering and work of a like character, should be confined to that particular spot.	[292, 1516, 472, 1567]
shipping-note: The schooner Gisborne was unable to leave this morning, but, weather permitting, she will go out at the rise with to-morrow morning's tide.	[8, 899, 145, 940]
cable-paragraph: Dr. Madden and Mr James Munro have resigned their seats in Parliament, and retire from public life.	[780, 385, 935, 415]
table-cell: 5.26	[110, 108, 129, 118]
nzloan-title: New Zealand Loan & Mercantile Agency Company,	[11, 1675, 142, 1726]
cable-paragraph: Intelligence is to hand from Zululand announcing that Cetewayo has been formally reinstated as King of the Zulus. The ceremony was performed at Ulundi by Sir Theophilus Shepstone, in the presence of fully five thousand persons, including a detachment of British troops, which recently arrived from England, and consists of a period of six months for the protection of Cetewayo. The majority of the Zulu chiefs are understood to be discontented with the conditions which are to govern their future position in Zululand.	[780, 949, 935, 1071]
royal-fool-body: HERE'S the latest about the mad King of Bavaria. He dines alone, with plates set for imaginary guests. At all hours of the night he routs up his courtiers to play at billiards with him, and if they have a button awry he dismisses them from his service. He orders plays, operas to be performed at midnight, at which he is the sole spectator. Sometimes on those occasions he falls asleep, then the performers have to make a pause until he awakes. These interludes not unfrequently last two or three hours. Occasionally he takes an actor or actress into his favour, but, in most cases, the non-observance of etiquette is permitted. A little while ago he in-	[780, 1618, 935, 1829]
article-paragraph: By our telegrams it will be seen that Mr James Booth, R.M. at Wanganui, has been appointed to a similar position at Gisborne, in place of Mr M. Price, who retires in consequence of ill health. We have on a former occasions disagreed with our late Magistrate's judgments, but this we must say that a more careful and painstaking occupant of the Bench has never been met. Mr Price's influence and individual health no doubt rendered his task laborious, and at times his decisions were not quite consistent, but his general view of the Bench as a more responsible in matters of importance. In the cases Mr Price composed in his reigning and dignified attainment, and as such we regret his withdrawal. Mr Price's influence was of the purpose, and a kindness in following his instructions the effort of a clerk he was in a position which we both believe clearly proved that he had not served in his magisterial capacity for so many years without having become thoroughly qualified to administer the law. We most sincerely to see Mr Price in Gisborne once more improved in health.	[292, 303, 472, 516]
cable-paragraph: Arrived, this morning, Orient steamer Cuzco, from London, Dec. 18.	[780, 83, 935, 103]
arcade-note: NOTE THE ADDRESSES—	[166, 876, 272, 887]
cook-council-paragraph: A SPECIAL meeting of the Cook County Council was held to-day at the Council Chambers. After waiting the usual half hour the following members of the Council were present:—The Chairman, W. Cuthbertson, Esq., and Messrs J. W. Johnson and W. Clarke.	[292, 944, 472, 1005]
table-cell: 11.34	[84, 69, 111, 79]
nzloan-capital: CAPITAL .......... £3,000,000.	[8, 1766, 108, 1776]
column-rule	[776, 33, 777, 1395]
forbes-lecture-title: MR ARCHIBALD FORBES' LECTURE.	[492, 1447, 612, 1470]
table-cell: 7.1	[130, 127, 145, 136]
dateline: LONDON, Jan. 31.	[864, 806, 935, 816]
arcade-item: ORIDE GOLD, being a metal the colour of Fine Gold.	[154, 528, 284, 548]
table-header: HIGH WATER.	[55, 50, 110, 60]
table-row	[8, 69, 145, 79]
table-header: JANUARY.	[8, 50, 55, 60]
arrival-entry: 1st.—U.S.S. Co.'s Southern Cross, Captain Allman, from Auckland via Tauranga. Passengers—Capt. Morrow, and 1 Native.	[8, 280, 145, 321]
table-cell: 5.37	[55, 127, 84, 136]
cable-paragraph: General Campenon has joined the new Ministry as Minister of War, vice General Billot who resigned with Duclerc.	[780, 644, 935, 674]
ratcliffe-offices: Temporary Offices—Next Albion Club Hotel, Gladstone Road, Gisborne.	[8, 1444, 145, 1464]
published-line: Published Every Evening.	[172, 1188, 266, 1199]
table-row	[8, 59, 145, 69]
arcade-replete: IS NOW REPLETE WITH	[172, 152, 266, 163]
table-cell: 3.15	[84, 98, 111, 108]
gov-insurance-sign: D. M. LUCKIE, Commissioner.	[656, 1243, 772, 1254]
